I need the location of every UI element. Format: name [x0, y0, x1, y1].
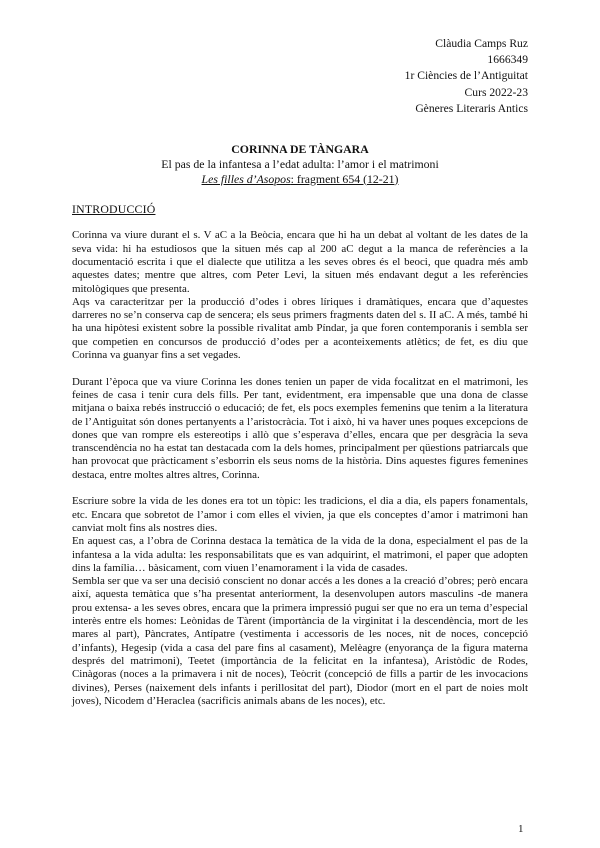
title-block: [72, 142, 528, 186]
paragraph: Durant l’època que va viure Corinna les dones tenien un paper de vida focalitzat en el matrimoni, les feines de casa i tenir cura dels fills. Per tant, evidentment, era impensable que una dona de classe mitjana o baixa rebés instrucció o educació; de fet, els pocs exemples femenins que tenim a la literatura de l’Antiguitat són dones pertanyents a l’aristocràcia. Tot i això, hi va haver unes poques excepcions de dones que van rompre els estereotips i allò que s’esperava d’elles, encara que per desgràcia la seva transcendència no ha estat tan destacada com la dels homes, principalment per qüestions patriarcals que han provocat que pràcticament s’esborrin els seus noms de la història. Dins aquestes figures femenines destaca, entre moltes altres altres, Corinna.: [72, 375, 528, 481]
author-header: [72, 36, 528, 117]
course-year: Curs 2022-23: [464, 85, 528, 99]
section-heading: INTRODUCCIÓ: [72, 202, 156, 217]
source-work: Les filles d’Asopos: [201, 171, 291, 186]
paragraph: Aqs va caracteritzar per la producció d’odes i obres líriques i dramàtiques, encara que d’aquestes darreres no se’n conserva cap de sencera; els seus primers fragments daten del s. II aC. A més, també hi ha una hipòtesi existent sobre la possible rivalitat amb Píndar, ja que foren contemporanis i sembla ser que competien en concursos de producció d’odes per a aconteixements atlètics; de fet, es diu que Corinna va guanyar fins a set vegades.: [72, 295, 528, 362]
source-reference: [72, 172, 528, 187]
page-number: 1: [518, 823, 524, 835]
paragraph: Sembla ser que va ser una decisió conscient no donar accés a les dones a la creació d’obres; però encara així, aquesta temàtica que s’ha presentat anteriorment, la desenvolupen autors masculins -de manera prou extensa- a les seves obres, encara que la primera impressió pugui ser que no era un tema d’especial interès entre els homes: Leònidas de Tàrent (importància de la virginitat i la descendència, mort de les mares al part), Pàncrates, Antípatre (vestimenta i accessoris de les noces, nit de noces, concepció d’infants), Hegesip (vida a casa del pare fins al casament), Melèagre (enyorança de la figura materna després del matrimoni), Teetet (importància de la felicitat en la infantesa), Aristòdic de Rodes, Cinàgoras (noces a la primavera i nit de noces), Teòcrit (concepció de fills a partir de les invocacions divines), Perses (naixement dels infants i perillositat del part), Diodor (mort en el part de noies molt joves), Nicodem d’Heraclea (sacrificis animals abans de les noces), etc.: [72, 575, 528, 707]
document-page: [72, 36, 528, 708]
student-id: 1666349: [487, 53, 528, 67]
document-subtitle: El pas de la infantesa a l’edat adulta: l’amor i el matrimoni: [161, 156, 439, 171]
paragraph: Escriure sobre la vida de les dones era tot un tòpic: les tradicions, el dia a dia, els papers fonamentals, etc. Encara que sobretot de l’amor i com elles el vivien, ja que els conceptes d’amor i matrimoni han canviat molt fins als nostres dies.: [72, 495, 528, 534]
source-fragment: : fragment 654 (12-21): [290, 171, 399, 186]
document-title: CORINNA DE TÀNGARA: [231, 142, 369, 157]
author-name: Clàudia Camps Ruz: [435, 37, 528, 50]
body-text: [72, 229, 528, 708]
degree: 1r Ciències de l’Antiguitat: [404, 69, 528, 83]
subject: Gèneres Literaris Antics: [415, 101, 528, 115]
paragraph: En aquest cas, a l’obra de Corinna destaca la temàtica de la vida de la dona, especialment el pas de la infantesa a la vida adulta: les responsabilitats que es van adquirint, el matrimoni, el paper que adopten dins la família… bàsicament, com viuen l’enamorament i la vida de casades.: [72, 535, 528, 574]
paragraph: Corinna va viure durant el s. V aC a la Beòcia, encara que hi ha un debat al voltant de les dates de la seva vida: hi ha estudiosos que la situen més cap al 200 aC degut a la manca de referències a la documentació escrita i que el dialecte que utilitza a les seves obres és el beoci, que quadra més amb aquestes dates; mentre que altres, com Peter Levi, la situen més endavant degut a les referències mitològiques que presenta.: [72, 229, 528, 295]
